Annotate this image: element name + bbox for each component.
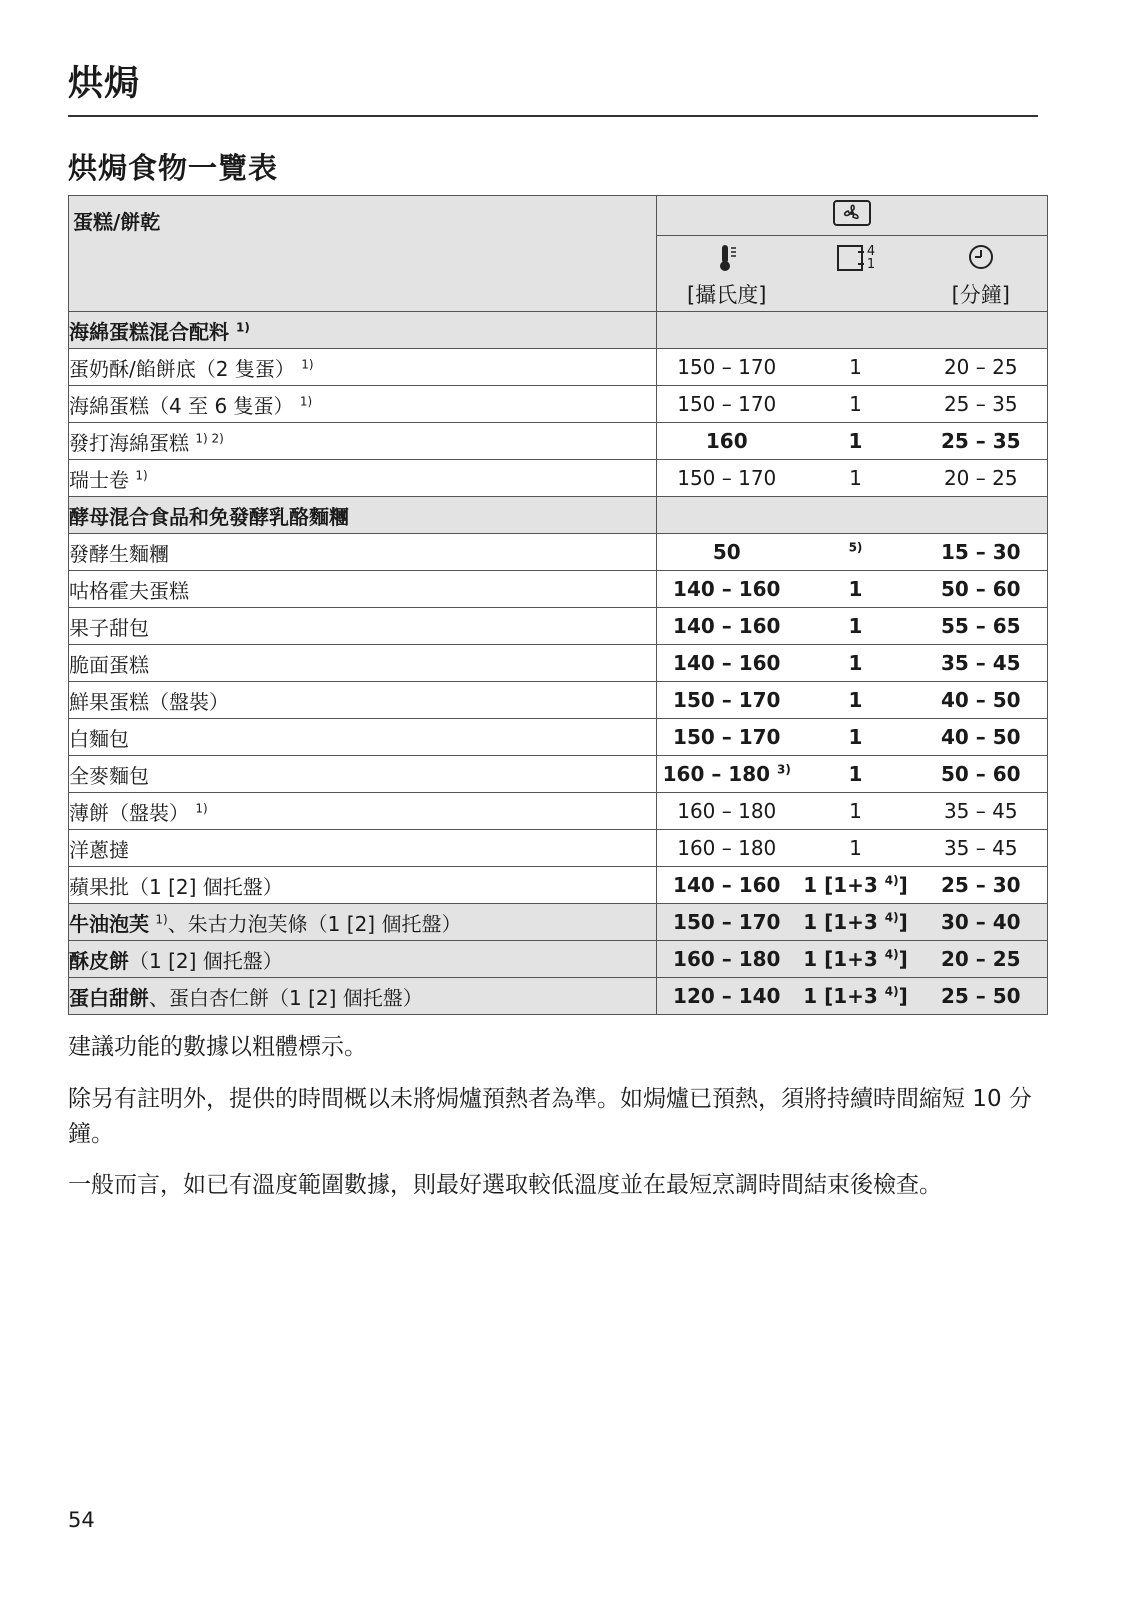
item-name-bold: 酥皮餅 <box>69 948 129 973</box>
item-name-text: 海綿蛋糕（4 至 6 隻蛋） <box>69 393 294 418</box>
time-value: 30 – 40 <box>940 910 1021 934</box>
temp-cell <box>657 793 797 830</box>
time-value: 40 – 50 <box>940 688 1021 712</box>
temp-cell <box>657 460 797 497</box>
time-cell <box>915 719 1048 756</box>
shelf-bracket: ] <box>898 947 908 971</box>
table-row <box>69 460 1048 497</box>
table-row <box>69 719 1048 756</box>
item-name-text: 薄餅（盤裝） <box>69 800 189 825</box>
table-row-shaded <box>69 941 1048 978</box>
footnote-ref: 4) <box>884 947 899 962</box>
item-name <box>69 571 657 608</box>
time-value: 35 – 45 <box>940 651 1021 675</box>
section-title <box>69 312 657 349</box>
item-name-text: 瑞士卷 <box>69 467 129 492</box>
footnote-ref: 1) 2) <box>195 430 224 445</box>
temp-cell <box>657 423 797 460</box>
shelf-cell <box>797 793 915 830</box>
item-name <box>69 867 657 904</box>
temp-value: 160 – 180 <box>673 947 781 971</box>
temp-value: 150 – 170 <box>673 725 781 749</box>
shelf-cell <box>797 645 915 682</box>
mode-header <box>657 196 1048 236</box>
shelf-value: 1 <box>849 355 862 379</box>
time-value: 25 – 50 <box>940 984 1021 1008</box>
item-name <box>69 830 657 867</box>
item-name <box>69 756 657 793</box>
shelf-cell <box>797 719 915 756</box>
page-number: 54 <box>68 1508 95 1532</box>
time-value: 50 – 60 <box>940 577 1021 601</box>
shelf-value: 1 <box>849 836 862 860</box>
temp-cell <box>657 386 797 423</box>
table-row <box>69 349 1048 386</box>
item-name-bold: 牛油泡芙 <box>69 911 149 936</box>
time-value: 20 – 25 <box>943 355 1018 379</box>
time-cell <box>915 830 1048 867</box>
shelf-cell <box>797 460 915 497</box>
footnote-ref: 1) <box>195 800 208 815</box>
time-value: 25 – 35 <box>940 429 1021 453</box>
time-value: 40 – 50 <box>940 725 1021 749</box>
table-row-shaded <box>69 978 1048 1015</box>
shelf-value: 1 <box>848 614 863 638</box>
table-row <box>69 608 1048 645</box>
shelf-value: 1 <box>848 577 863 601</box>
shelf-cell <box>797 608 915 645</box>
time-cell <box>915 460 1048 497</box>
table-row <box>69 867 1048 904</box>
section-header-row <box>69 312 1048 349</box>
shelf-level-icon <box>836 244 875 272</box>
temp-value: 160 – 180 <box>677 836 777 860</box>
item-name <box>69 534 657 571</box>
shelf-cell <box>797 349 915 386</box>
section-header-row <box>69 497 1048 534</box>
time-value: 20 – 25 <box>943 466 1018 490</box>
shelf-bracket: ] <box>898 910 908 934</box>
time-cell <box>915 793 1048 830</box>
table-row-shaded <box>69 904 1048 941</box>
footnote-ref: 4) <box>884 873 899 888</box>
item-name-text: 全麥麵包 <box>69 763 149 788</box>
table-row <box>69 682 1048 719</box>
temp-cell <box>657 349 797 386</box>
shelf-value: 1 <box>848 762 863 786</box>
section-title-text: 酵母混合食品和免發酵乳酪麵糰 <box>69 504 349 529</box>
shelf-cell <box>797 386 915 423</box>
item-name-rest: 、朱古力泡芙條（1 [2] 個托盤） <box>167 911 462 936</box>
shelf-bottom-number: 1 <box>866 257 876 272</box>
item-name-text: 果子甜包 <box>69 615 149 640</box>
time-unit: [分鐘] <box>951 283 1010 307</box>
shelf-cell <box>797 682 915 719</box>
shelf-cell <box>797 534 915 571</box>
section-empty-cell <box>657 497 1048 534</box>
table-row <box>69 756 1048 793</box>
time-value: 35 – 45 <box>943 836 1018 860</box>
item-name-text: 蘋果批（1 [2] 個托盤） <box>69 874 283 899</box>
time-cell <box>915 423 1048 460</box>
time-value: 50 – 60 <box>940 762 1021 786</box>
shelf-value: 1 <box>849 799 862 823</box>
item-name <box>69 349 657 386</box>
shelf-cell <box>797 867 915 904</box>
item-name-text: 發酵生麵糰 <box>69 541 169 566</box>
table-row <box>69 423 1048 460</box>
item-name <box>69 423 657 460</box>
item-name-rest: （1 [2] 個托盤） <box>129 948 283 973</box>
time-cell <box>915 941 1048 978</box>
table-row <box>69 793 1048 830</box>
chapter-title: 烘焗 <box>68 64 141 104</box>
footnote-ref: 1) <box>299 393 313 408</box>
temp-cell <box>657 719 797 756</box>
time-cell <box>915 608 1048 645</box>
thermometer-icon <box>657 243 797 279</box>
temp-value: 140 – 160 <box>673 577 781 601</box>
shelf-value: 1 [1+3 <box>803 873 878 897</box>
table-row <box>69 571 1048 608</box>
shelf-value: 1 <box>848 688 863 712</box>
item-name-rest: 、蛋白杏仁餅（1 [2] 個托盤） <box>149 985 423 1010</box>
shelf-bracket: ] <box>898 984 908 1008</box>
time-cell <box>915 386 1048 423</box>
shelf-value: 1 [1+3 <box>803 947 878 971</box>
temp-value: 150 – 170 <box>677 355 777 379</box>
shelf-cell <box>797 756 915 793</box>
baking-table <box>68 195 1048 1015</box>
item-name-text: 鮮果蛋糕（盤裝） <box>69 689 229 714</box>
clock-icon <box>915 243 1048 279</box>
shelf-cell <box>797 830 915 867</box>
item-name-text: 白麵包 <box>69 726 129 751</box>
temp-cell <box>657 867 797 904</box>
time-cell <box>915 645 1048 682</box>
shelf-bracket: ] <box>898 873 908 897</box>
note-paragraph: 建議功能的數據以粗體標示。 <box>68 1034 367 1060</box>
footnote-ref: 5) <box>848 540 863 555</box>
temp-value: 150 – 170 <box>677 466 777 490</box>
item-name <box>69 460 657 497</box>
temp-cell <box>657 571 797 608</box>
item-name <box>69 978 657 1015</box>
table-header-category: 蛋糕/餅乾 <box>69 196 657 312</box>
temp-unit: [攝氏度] <box>687 283 767 307</box>
note-paragraph: 除另有註明外，提供的時間概以未將焗爐預熱者為準。如焗爐已預熱，須將持續時間縮短 10 分鐘。 <box>68 1086 1032 1147</box>
item-name-bold: 蛋白甜餅 <box>69 985 149 1010</box>
temp-value: 50 <box>712 540 741 564</box>
shelf-cell <box>797 571 915 608</box>
section-title <box>69 497 657 534</box>
time-cell <box>915 867 1048 904</box>
footnote-ref: 3) <box>777 762 791 777</box>
item-name-text: 脆面蛋糕 <box>69 652 149 677</box>
temp-value: 150 – 170 <box>677 392 777 416</box>
time-cell <box>915 349 1048 386</box>
temp-value: 160 – 180 <box>677 799 777 823</box>
footnote-ref: 1) <box>155 911 168 926</box>
item-name-text: 咕格霍夫蛋糕 <box>69 578 189 603</box>
time-value: 20 – 25 <box>940 947 1021 971</box>
shelf-value: 1 [1+3 <box>803 984 878 1008</box>
item-name <box>69 682 657 719</box>
item-name <box>69 904 657 941</box>
temp-value: 160 – 180 <box>662 762 771 786</box>
time-cell <box>915 682 1048 719</box>
temp-cell <box>657 608 797 645</box>
shelf-value: 1 <box>848 651 863 675</box>
item-name-text: 洋蔥撻 <box>69 837 129 862</box>
table-row <box>69 534 1048 571</box>
shelf-cell <box>797 904 915 941</box>
temp-value: 120 – 140 <box>673 984 781 1008</box>
temp-cell <box>657 830 797 867</box>
temp-cell <box>657 756 797 793</box>
temp-cell <box>657 682 797 719</box>
footnote-ref: 1) <box>135 467 148 482</box>
time-header <box>915 236 1048 312</box>
temp-value: 140 – 160 <box>673 651 781 675</box>
temp-cell <box>657 645 797 682</box>
time-cell <box>915 534 1048 571</box>
footnote-ref: 4) <box>884 984 899 999</box>
fan-grill-icon <box>832 199 872 232</box>
temp-header <box>657 236 797 312</box>
time-cell <box>915 571 1048 608</box>
item-name <box>69 719 657 756</box>
temp-value: 160 <box>705 429 748 453</box>
item-name <box>69 386 657 423</box>
table-row <box>69 830 1048 867</box>
temp-cell <box>657 978 797 1015</box>
item-name <box>69 793 657 830</box>
item-name-text: 發打海綿蛋糕 <box>69 430 189 455</box>
header-rule <box>68 115 1038 117</box>
time-value: 35 – 45 <box>943 799 1018 823</box>
time-value: 25 – 35 <box>943 392 1018 416</box>
temp-cell <box>657 534 797 571</box>
shelf-value: 1 <box>848 725 863 749</box>
time-value: 55 – 65 <box>940 614 1021 638</box>
item-name <box>69 608 657 645</box>
temp-value: 150 – 170 <box>673 688 781 712</box>
shelf-cell <box>797 941 915 978</box>
section-title: 烘焗食物一覽表 <box>68 151 279 185</box>
item-name-text: 蛋奶酥/餡餅底（2 隻蛋） <box>69 356 295 381</box>
item-name <box>69 941 657 978</box>
shelf-cell <box>797 423 915 460</box>
shelf-top-number: 4 <box>866 244 876 259</box>
shelf-value: 1 [1+3 <box>803 910 878 934</box>
temp-cell <box>657 941 797 978</box>
section-empty-cell <box>657 312 1048 349</box>
time-cell <box>915 756 1048 793</box>
temp-value: 150 – 170 <box>673 910 781 934</box>
shelf-header <box>797 236 915 312</box>
shelf-value: 1 <box>849 392 862 416</box>
shelf-cell <box>797 978 915 1015</box>
temp-value: 140 – 160 <box>673 614 781 638</box>
temp-value: 140 – 160 <box>673 873 781 897</box>
note-paragraph: 一般而言，如已有溫度範圍數據，則最好選取較低溫度並在最短烹調時間結束後檢查。 <box>68 1172 942 1198</box>
footnote-ref: 1) <box>301 356 314 371</box>
shelf-value: 1 <box>848 429 863 453</box>
footnote-ref: 1) <box>235 319 250 334</box>
footnote-ref: 4) <box>884 910 899 925</box>
shelf-value: 1 <box>849 466 862 490</box>
time-cell <box>915 978 1048 1015</box>
table-row <box>69 386 1048 423</box>
section-title-text: 海綿蛋糕混合配料 <box>69 319 229 344</box>
item-name <box>69 645 657 682</box>
time-value: 15 – 30 <box>940 540 1021 564</box>
table-row <box>69 645 1048 682</box>
time-cell <box>915 904 1048 941</box>
time-value: 25 – 30 <box>940 873 1021 897</box>
temp-cell <box>657 904 797 941</box>
